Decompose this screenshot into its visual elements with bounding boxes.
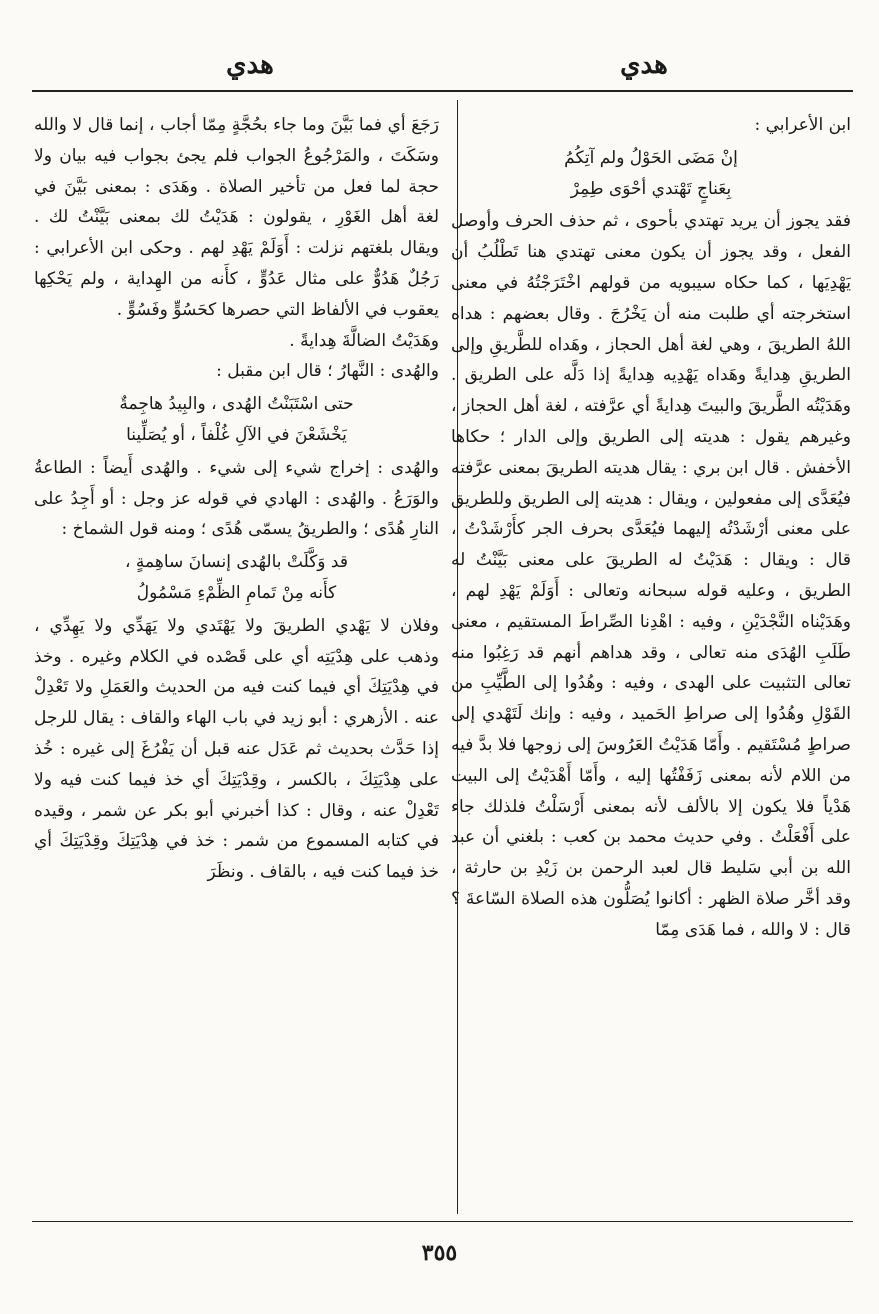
running-head-left: هدي bbox=[226, 50, 274, 80]
running-head-right: هدي bbox=[620, 50, 668, 80]
verse bbox=[34, 547, 439, 609]
verse-line: بِعَناجٍ تَهْتدي أحْوَى طِمِرْ bbox=[570, 178, 732, 199]
verse-line: حتى اسْتَبَنْتُ الهُدى ، والبِيدُ هاجِمةٌ bbox=[119, 394, 354, 415]
right-column bbox=[451, 110, 851, 1210]
paragraph: وهَدَيْتُ الضالَّةَ هِدايةً . bbox=[289, 330, 439, 351]
paragraph: والهُدى : إخراج شيء إلى شيء . والهُدى أَيضاً : الطاعةُ والوَرَعُ . والهُدى : الهادي في قوله عز وجل : أو أَجِدُ على النارِ هُدًى ؛ والطريقُ يسمّى هُدًى ؛ ومنه قول الشماخ : bbox=[34, 457, 439, 540]
verse-line: كأَنه مِنْ تَمامِ الظِّمْءِ مَسْمُولُ bbox=[136, 582, 337, 603]
bottom-rule bbox=[32, 1221, 853, 1222]
page-number: ٣٥٥ bbox=[421, 1240, 458, 1266]
verse bbox=[34, 389, 439, 451]
verse-line: يَخْشَعْنَ في الآلِ غُلْفاً ، أو يُصَلِّينا bbox=[126, 424, 347, 445]
verse bbox=[451, 143, 851, 205]
verse-line: قد وَكَّلَتْ بالهُدى إنسانَ ساهِمةٍ ، bbox=[125, 552, 348, 573]
paragraph: رَجَعَ أي فما بَيَّنَ وما جاء بحُجَّةٍ مِمّا أجاب ، إنما قال لا والله وسَكَتَ ، والمَرْجُوعُ الجواب فلم يجئ بجواب فيه بيان ولا حجة لما فعل من تأخير الصلاة . وهَدَى : بمعنى بَيَّنَ في لغة أهل الغَوْرِ ، يقولون : هَدَيْتُ لك بمعنى بَيَّنْتُ لك . ويقال بلغتهم نزلت : أَوَلَمْ يَهْدِ لهم . وحكى ابن الأعرابي : رَجُلٌ هَدُوٌّ على مثال عَدُوٍّ ، كأَنه من الهِداية ، ولم يَحْكِها يعقوب في الألفاظ التي حصرها كحَسُوٍّ وفَسُوٍّ . bbox=[34, 115, 439, 320]
top-rule bbox=[32, 90, 853, 92]
left-column bbox=[34, 110, 439, 1210]
paragraph: ابن الأعرابي : bbox=[754, 115, 851, 135]
paragraph: وفلان لا يَهْدي الطريقَ ولا يَهْتَدي ولا يَهَدِّي ولا يَهِدِّي ، وذهب على هِدْيَتِه أي على قَصْده في الكلام وغيره . وخذ في هِدْيَتِكَ أي فيما كنت فيه من الحديث والعَمَلِ ولا تَعْدِلْ عنه . الأزهري : أبو زيد في باب الهاء والقاف : يقال للرجل إذا حَدَّث بحديث ثم عَدَل عنه قبل أن يَفْرُغَ إلى غيره : خُذ على هِدْيَتِكَ ، بالكسر ، وقِدْيَتِكَ أي خذ فيما كنت فيه ولا تَعْدِلْ عنه ، وقال : كذا أخبرني أبو بكر عن شمر ، وقيده في كتابه المسموع من شمر : خذ في هِدْيَتِكَ وقِدْيَتِكَ أي خذ فيما كنت فيه ، بالقاف . ونظَرَ bbox=[34, 615, 439, 883]
paragraph: والهُدى : النَّهارُ ؛ قال ابن مقبل : bbox=[216, 361, 439, 382]
verse-line: إنْ مَضَى الحَوْلُ ولم آتِكُمُ bbox=[564, 147, 738, 168]
paragraph: فقد يجوز أن يريد تهتدي بأحوى ، ثم حذف الحرف وأوصل الفعل ، وقد يجوز أن يكون معنى تهتدي هنا تَطْلُبُ أن يَهْدِيَها ، كما حكاه سيبويه من قولهم اخْتَرَجْتُهُ في معنى استخرجته أي طلبت منه أن يَخْرُجَ . وقال بعضهم : هداه اللهُ الطريقَ ، وهي لغة أهل الحجاز ، وهَداه للطَّريقِ وإلى الطريقِ هِدايةً وهَداه يَهْدِيه هِدايةً إذا دَلَّه على الطريق . وهَدَيْتُه الطَّريقَ والبيتَ هِدايةً أي عرَّفته ، لغة أهل الحجاز ، وغيرهم يقول : هديته إلى الطريق وإلى الدار ؛ حكاها الأخفش . قال ابن بري : يقال هديته الطريقَ بمعنى عرَّفته فيُعَدَّى إلى مفعولين ، ويقال : هديته إلى الطريق وللطريق على معنى أرْشَدْتُه إليهما فيُعَدَّى بحرف الجر كأَرْشَدْتُ ، قال : ويقال : هَدَيْتُ له الطريقَ على معنى بَيَّنْتُ له الطريق ، وعليه قوله سبحانه وتعالى : أَوَلَمْ يَهْدِ لهم ، وهَدَيْناه النَّجْدَيْنِ ، وفيه : اهْدِنا الصِّراطَ المستقيم ، معنى طَلَبِ الهُدَى منه تعالى ، وقد هداهم أنهم قد رَغِبُوا منه تعالى التثبيت على الهدى ، وفيه : وهُدُوا إلى الطَّيِّبِ من القَوْلِ وهُدُوا إلى صراطِ الحَميد ، وفيه : وإنك لَتَهْدي إلى صراطٍ مُسْتَقيم . وأَمّا هَدَيْتُ العَرُوسَ إلى زوجها فلا بدَّ فيه من اللام لأنه بمعنى زَفَفْتُها إليه ، وأَمّا أَهْدَيْتُ إلى البيت هَدْياً فلا يكون إلا بالألف لأنه بمعنى أَرْسَلْتُ فلذلك جاء على أَفْعَلْتُ . وفي حديث محمد بن كعب : بلغني أن عبد الله بن أبي سَليط قال لعبد الرحمن بن زَيْدِ بن حارثة ، وقد أخَّر صلاة الظهر : أكانوا يُصَلُّون هذه الصلاة السّاعةَ ؟ قال : لا والله ، فما هَدَى مِمّا bbox=[451, 211, 851, 940]
